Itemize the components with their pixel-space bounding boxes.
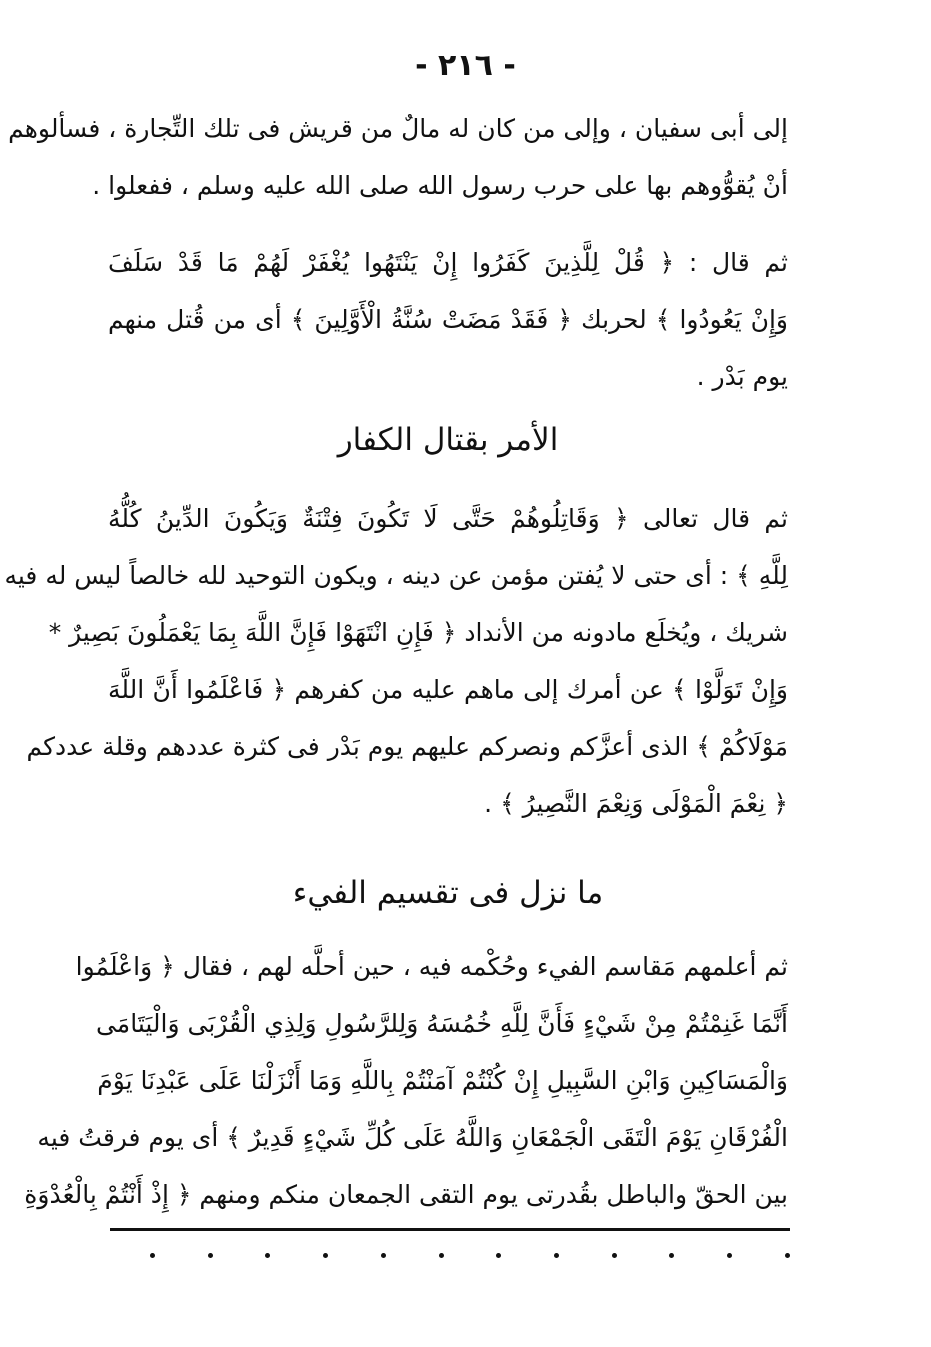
text-line: أنْ يُقوُّوهم بها على حرب رسول الله صلى الله عليه وسلم ، ففعلوا . <box>92 171 788 200</box>
text-line: ثم قال : ﴿ قُلْ لِلَّذِينَ كَفَرُوا إِنْ يَنْتَهُوا يُغْفَرْ لَهُمْ مَا قَدْ سَلَفَ <box>108 248 788 277</box>
dot-ornament <box>554 1253 559 1258</box>
text-line: ثم قال تعالى ﴿ وَقَاتِلُوهُمْ حَتَّى لَا تَكُونَ فِتْنَةٌ وَيَكُونَ الدِّينُ كُلُّهُ <box>108 504 788 533</box>
dot-ornament <box>785 1253 790 1258</box>
text-line: لِلَّهِ ﴾ : أى حتى لا يُفتن مؤمن عن دينه ، ويكون التوحيد لله خالصاً ليس له فيه <box>4 561 788 590</box>
dot-ornament <box>727 1253 732 1258</box>
section-heading: ما نزل فى تقسيم الفيء <box>292 875 604 911</box>
text-line: أَنَّمَا غَنِمْتُمْ مِنْ شَيْءٍ فَأَنَّ لِلَّهِ خُمُسَهُ وَلِلرَّسُولِ وَلِذِي الْقُرْبَى وَالْيَتَامَى <box>95 1009 788 1038</box>
dot-ornament <box>323 1253 328 1258</box>
text-line: مَوْلَاكُمْ ﴾ الذى أعزَّكم ونصركم عليهم يوم بَدْر فى كثرة عددهم وقلة عددكم <box>26 732 788 761</box>
page-number: - ٢١٦ - <box>415 48 516 83</box>
text-line: الْفُرْقَانِ يَوْمَ الْتَقَى الْجَمْعَانِ وَاللَّهُ عَلَى كُلِّ شَيْءٍ قَدِيرٌ ﴾ أى يوم فرقتُ فيه <box>37 1123 788 1152</box>
dot-ornament <box>381 1253 386 1258</box>
text-line: وَإِنْ يَعُودُوا ﴾ لحربك ﴿ فَقَدْ مَضَتْ سُنَّةُ الْأَوَّلِينَ ﴾ أى من قُتل منهم <box>108 305 788 334</box>
text-line: وَالْمَسَاكِينِ وَابْنِ السَّبِيلِ إِنْ كُنْتُمْ آمَنْتُمْ بِاللَّهِ وَمَا أَنْزَلْنَا عَلَى عَبْدِنَا يَوْمَ <box>97 1066 788 1095</box>
paragraph-1 <box>8 100 788 214</box>
paragraph-2 <box>108 234 788 405</box>
section-heading: الأمر بقتال الكفار <box>337 422 559 458</box>
dot-ornament <box>496 1253 501 1258</box>
dot-ornament <box>150 1253 155 1258</box>
dot-ornament <box>612 1253 617 1258</box>
text-line: وَإِنْ تَوَلَّوْا ﴾ عن أمرك إلى ماهم عليه من كفرهم ﴿ فَاعْلَمُوا أَنَّ اللَّهَ <box>108 675 788 704</box>
footer-rule <box>110 1228 790 1231</box>
dot-ornament <box>208 1253 213 1258</box>
dot-ornament <box>439 1253 444 1258</box>
footer-dots-ornament <box>150 1245 790 1265</box>
paragraph-3 <box>4 490 788 832</box>
paragraph-4 <box>24 938 788 1223</box>
text-line: شريك ، ويُخلَع مادونه من الأنداد ﴿ فَإِنِ انْتَهَوْا فَإِنَّ اللَّهَ بِمَا يَعْمَلُونَ بَصِيرٌ * <box>48 618 788 647</box>
text-line: ﴿ نِعْمَ الْمَوْلَى وَنِعْمَ النَّصِيرُ ﴾ . <box>484 789 788 818</box>
text-line: يوم بَدْر . <box>696 362 788 391</box>
text-line: إلى أبى سفيان ، وإلى من كان له مالٌ من قريش فى تلك التِّجارة ، فسألوهم <box>8 114 788 143</box>
dot-ornament <box>669 1253 674 1258</box>
text-line: بين الحقّ والباطل بقُدرتى يوم التقى الجمعان منكم ومنهم ﴿ إِذْ أَنْتُمْ بِالْعُدْوَةِ <box>24 1180 788 1209</box>
text-line: ثم أعلمهم مَقاسم الفيء وحُكْمه فيه ، حين أحلَّه لهم ، فقال ﴿ وَاعْلَمُوا <box>75 952 788 981</box>
dot-ornament <box>265 1253 270 1258</box>
